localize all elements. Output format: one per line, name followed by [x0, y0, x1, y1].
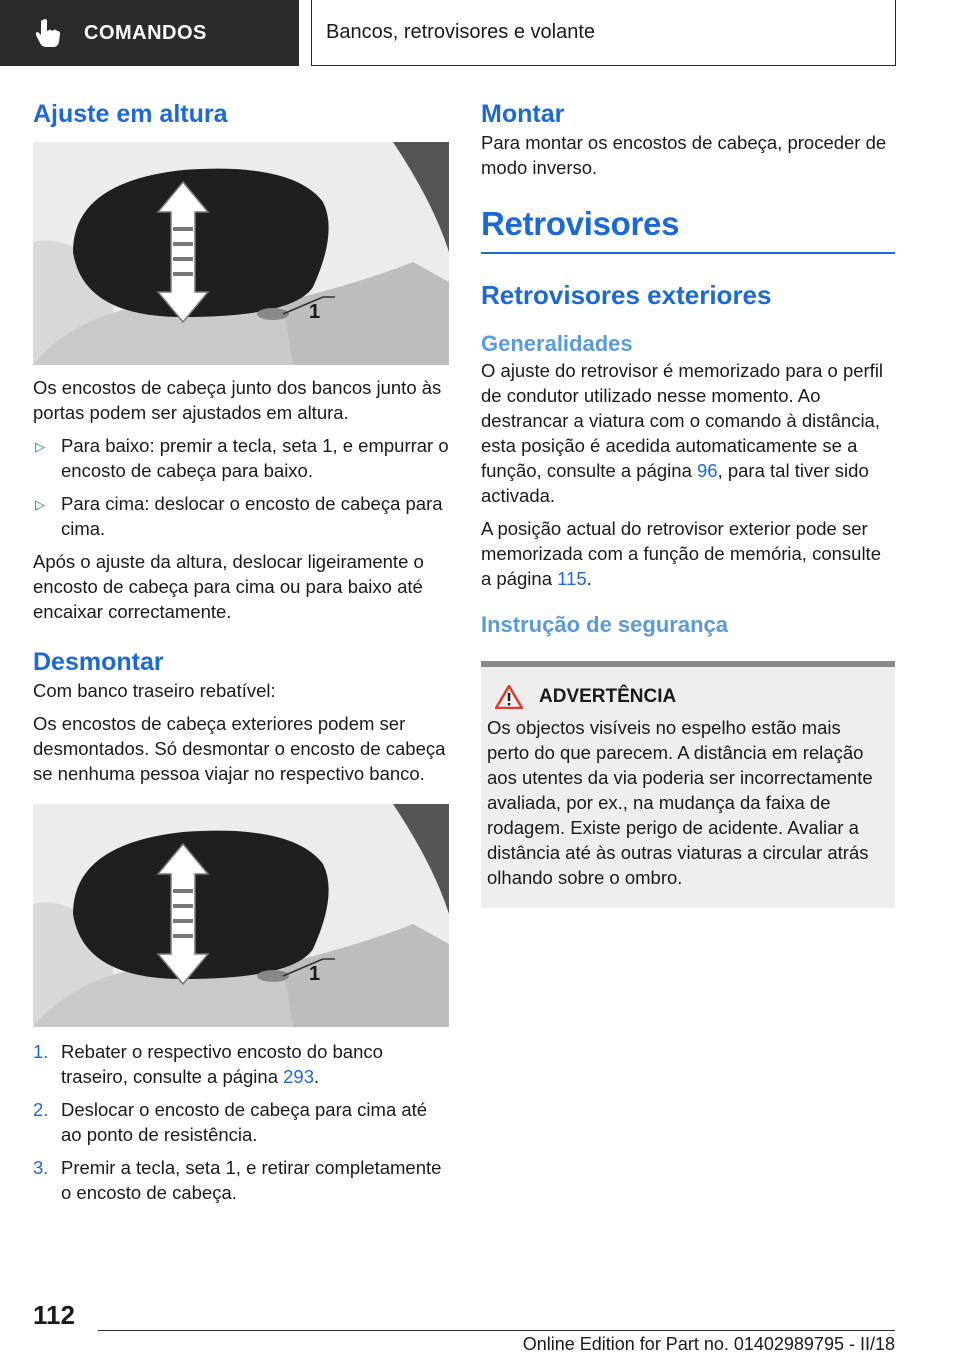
warning-header — [487, 685, 885, 709]
headrest-illustration-1 — [33, 142, 449, 365]
header-section-label: COMANDOS — [84, 21, 207, 44]
heading-retrovisores: Retrovisores — [481, 205, 680, 242]
remove-steps-list — [33, 1039, 449, 1205]
list-item: 3. Premir a tecla, seta 1, e retirar completamente o encosto de cabeça. — [33, 1157, 442, 1203]
heading-montar: Montar — [481, 100, 565, 128]
heading-desmontar: Desmontar — [33, 648, 164, 676]
header-section-tab — [0, 0, 299, 66]
heading-retrovisores-exteriores: Retrovisores exteriores — [481, 280, 772, 310]
footer-rule — [98, 1330, 895, 1331]
paragraph-ajuste-intro: Os encostos de cabeça junto dos bancos junto às portas podem ser ajustados em altura. — [33, 377, 442, 423]
paragraph-montar: Para montar os encostos de cabeça, proceder de modo inverso. — [481, 132, 887, 178]
warning-triangle-icon — [495, 685, 523, 709]
header-chapter-tab — [311, 0, 896, 66]
left-column — [33, 98, 449, 1213]
figure-label-1: 1 — [309, 963, 321, 985]
hand-icon — [34, 18, 60, 48]
heading-generalidades: Generalidades — [481, 331, 633, 356]
figure-label-1: 1 — [309, 301, 321, 323]
page-link-115[interactable]: 115 — [557, 568, 587, 589]
heading-rule — [481, 252, 895, 254]
paragraph-desmontar: Os encostos de cabeça exteriores podem ser desmontados. Só desmontar o encosto de cabeça se nenhuma pessoa viajar no respectivo banco. — [33, 713, 446, 784]
page-link-96[interactable]: 96 — [697, 460, 718, 481]
paragraph-banco-rebativel: Com banco traseiro rebatível: — [33, 680, 276, 701]
headrest-illustration-2 — [33, 804, 449, 1027]
list-item: ▷ Para baixo: premir a tecla, seta 1, e empurrar o encosto de cabeça para baixo. — [35, 435, 449, 481]
heading-ajuste-altura: Ajuste em altura — [33, 100, 228, 128]
header-chapter-label: Bancos, retrovisores e volante — [326, 21, 596, 43]
adjust-bullet-list — [33, 433, 449, 541]
footer-edition: Online Edition for Part no. 01402989795 - II/18 — [522, 1334, 895, 1354]
paragraph-generalidades: O ajuste do retrovisor é memorizado para o perfil de condutor utilizado nesse momento. Ao destrancar a viatura com o comando à distância, esta posição é acedida automaticamente se a função, consulte a página 96, para tal tiver sido activada. — [481, 360, 884, 506]
paragraph-posicao: A posição actual do retrovisor exterior pode ser memorizada com a função de memória, consulte a página 115. — [481, 518, 881, 589]
list-item: ▷ Para cima: deslocar o encosto de cabeça para cima. — [35, 493, 443, 539]
warning-box — [481, 661, 895, 908]
warning-text: Os objectos visíveis no espelho estão mais perto do que parecem. A distância em relação aos utentes da via poderia ser incorrectamente avaliada, por ex., na mudança da faixa de rodagem. Existe perigo de acidente. Avaliar a distância até às outras viaturas a circular atrás olhando sobre o ombro. — [487, 717, 873, 888]
heading-instrucao-seguranca: Instrução de segurança — [481, 612, 728, 637]
page-link-293[interactable]: 293 — [283, 1066, 315, 1087]
list-item: 2. Deslocar o encosto de cabeça para cima até ao ponto de resistência. — [33, 1099, 428, 1145]
right-column — [481, 98, 895, 908]
page-number: 112 — [33, 1300, 75, 1330]
warning-title: ADVERTÊNCIA — [539, 686, 677, 707]
list-item: 1. Rebater o respectivo encosto do banco traseiro, consulte a página 293. — [33, 1041, 383, 1087]
triangle-bullet-icon: ▷ — [35, 497, 45, 512]
paragraph-ajuste-after: Após o ajuste da altura, deslocar ligeiramente o encosto de cabeça para cima ou para baixo até encaixar correctamente. — [33, 551, 424, 622]
triangle-bullet-icon: ▷ — [35, 439, 45, 454]
